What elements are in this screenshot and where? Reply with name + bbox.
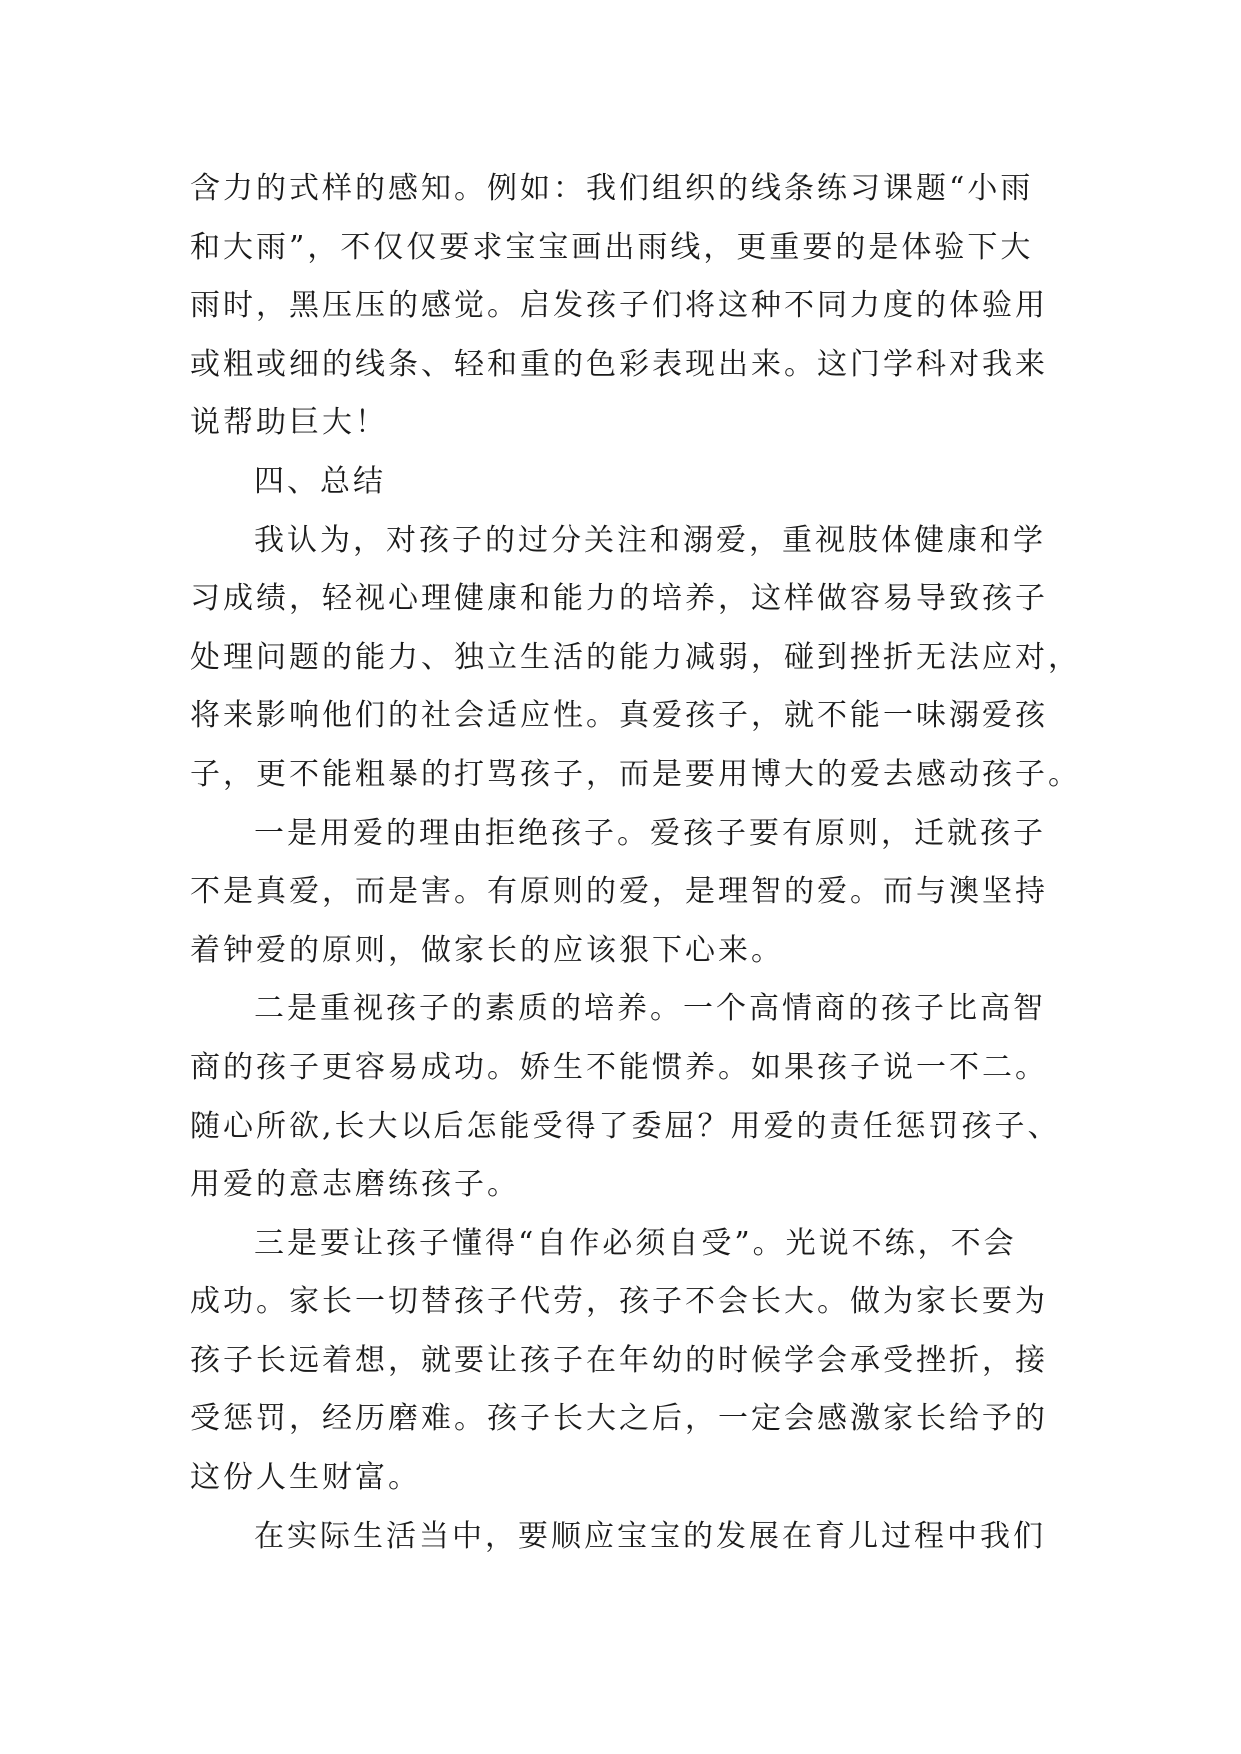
text-line: 商的孩子更容易成功。娇生不能惯养。如果孩子说一不二。 [190, 1049, 1048, 1085]
text-line: 着钟爱的原则，做家长的应该狠下心来。 [190, 932, 784, 968]
text-line: 这份人生财富。 [190, 1460, 421, 1496]
section-heading: 四、总结 [254, 463, 386, 499]
text-line: 雨时，黑压压的感觉。启发孩子们将这种不同力度的体验用 [190, 288, 1048, 324]
text-line: 随心所欲,长大以后怎能受得了委屈？用爱的责任惩罚孩子、 [190, 1108, 1061, 1144]
text-line: 在实际生活当中，要顺应宝宝的发展在育儿过程中我们 [254, 1518, 1046, 1554]
text-line: 说帮助巨大！ [190, 405, 388, 441]
text-line: 子，更不能粗暴的打骂孩子，而是要用博大的爱去感动孩子。 [190, 756, 1081, 792]
text-line: 我认为，对孩子的过分关注和溺爱，重视肢体健康和学 [254, 522, 1046, 558]
text-line: 或粗或细的线条、轻和重的色彩表现出来。这门学科对我来 [190, 346, 1048, 382]
text-line: 将来影响他们的社会适应性。真爱孩子，就不能一味溺爱孩 [190, 698, 1048, 734]
text-line: 孩子长远着想，就要让孩子在年幼的时候学会承受挫折，接 [190, 1342, 1048, 1378]
text-line: 成功。家长一切替孩子代劳，孩子不会长大。做为家长要为 [190, 1284, 1048, 1320]
body-text [190, 160, 1081, 1566]
text-line: 习成绩，轻视心理健康和能力的培养，这样做容易导致孩子 [190, 581, 1048, 617]
text-line: 受惩罚，经历磨难。孩子长大之后，一定会感激家长给予的 [190, 1401, 1048, 1437]
text-line: 含力的式样的感知。例如：我们组织的线条练习课题“小雨 [190, 171, 1034, 206]
text-line: 处理问题的能力、独立生活的能力减弱，碰到挫折无法应对， [190, 639, 1081, 675]
text-line: 用爱的意志磨练孩子。 [190, 1167, 520, 1203]
text-line: 不是真爱，而是害。有原则的爱，是理智的爱。而与澳坚持 [190, 874, 1048, 910]
text-line: 和大雨”，不仅仅要求宝宝画出雨线，更重要的是体验下大 [190, 229, 1034, 265]
text-line: 二是重视孩子的素质的培养。一个高情商的孩子比高智 [254, 991, 1046, 1027]
text-line: 一是用爱的理由拒绝孩子。爱孩子要有原则，迁就孩子 [254, 815, 1046, 851]
text-line: 三是要让孩子懂得“自作必须自受”。光说不练，不会 [254, 1225, 1017, 1261]
